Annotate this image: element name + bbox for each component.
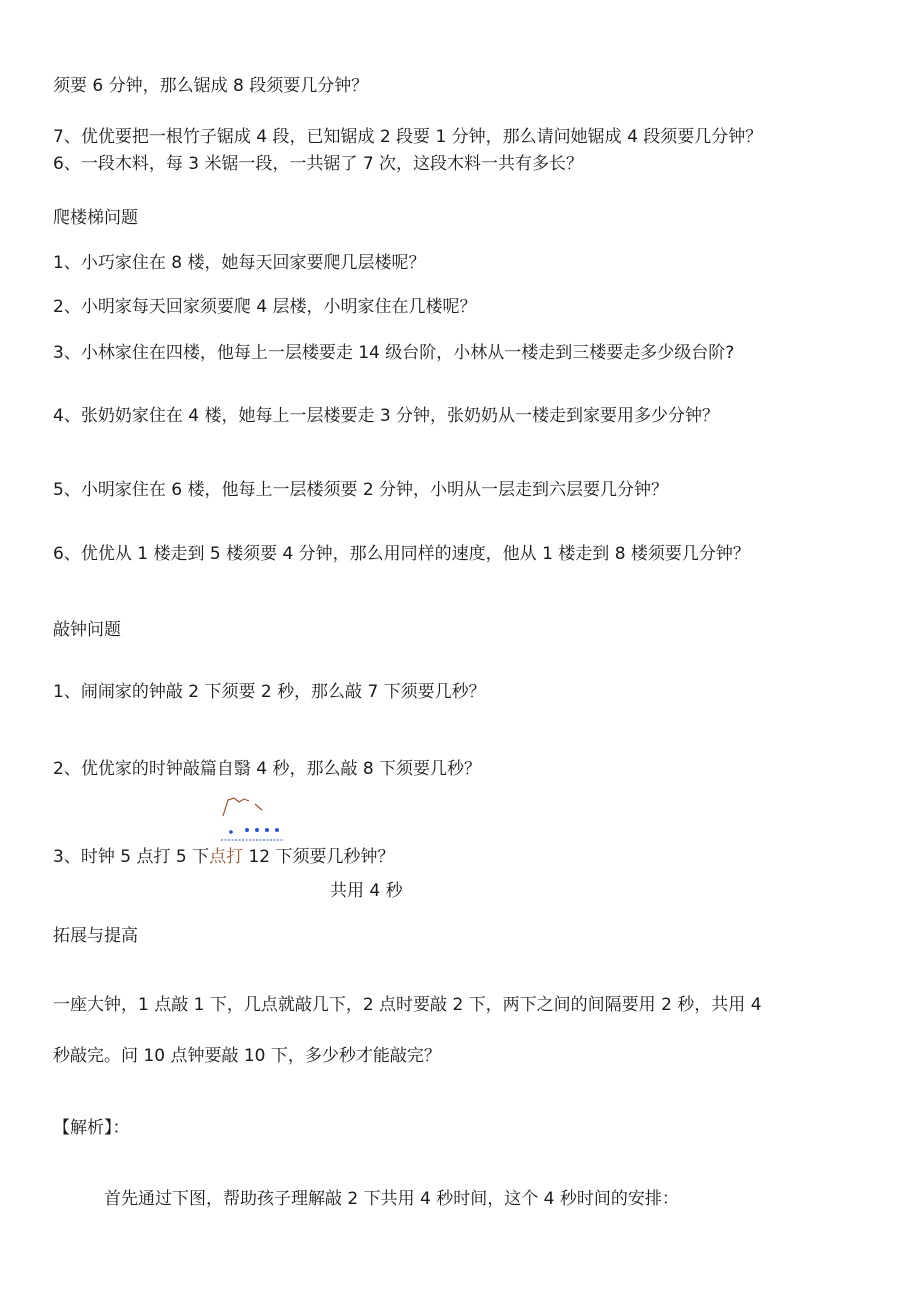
stairs-question-4: 4、张奶奶家住在 4 楼，她每上一层楼要走 3 分钟，张奶奶从一楼走到家要用多少分钟？ bbox=[53, 406, 720, 426]
extend-paragraph-line-1: 一座大钟，1 点敲 1 下，几点就敲几下，2 点时要敲 2 下，两下之间的间隔要用 2 秒，共用 4 bbox=[53, 995, 762, 1015]
extend-paragraph-line-2: 秒敲完。问 10 点钟要敲 10 下，多少秒才能敲完？ bbox=[53, 1046, 441, 1066]
stairs-question-2: 2、小明家每天回家须要爬 4 层楼，小明家住在几楼呢？ bbox=[53, 297, 477, 317]
clock-question-3 bbox=[53, 847, 395, 867]
clock-question-2: 2、优优家的时钟敲篇自翳 4 秒，那么敲 8 下须要几秒？ bbox=[53, 759, 482, 779]
stairs-question-1: 1、小巧家住在 8 楼，她每天回家要爬几层楼呢？ bbox=[53, 253, 426, 273]
section-heading-stairs: 爬楼梯问题 bbox=[53, 208, 138, 228]
analysis-label: 【解析】： bbox=[53, 1118, 130, 1138]
handwritten-annotation-marks bbox=[215, 790, 295, 846]
text-line: 须要 6 分钟，那么锯成 8 段须要几分钟？ bbox=[53, 76, 369, 96]
section-heading-extend: 拓展与提高 bbox=[53, 926, 138, 946]
stairs-question-6: 6、优优从 1 楼走到 5 楼须要 4 分钟，那么用同样的速度，他从 1 楼走到 8 楼须要几分钟？ bbox=[53, 544, 750, 564]
question-7: 7、优优要把一根竹子锯成 4 段，已知锯成 2 段要 1 分钟，那么请问她锯成 4 段须要几分钟？ bbox=[53, 127, 763, 147]
analysis-text: 首先通过下图，帮助孩子理解敲 2 下共用 4 秒时间，这个 4 秒时间的安排： bbox=[104, 1189, 679, 1209]
clock-question-3-annotated: 点打 bbox=[209, 847, 244, 867]
clock-note: 共用 4 秒 bbox=[330, 881, 403, 901]
section-heading-clock: 敲钟问题 bbox=[53, 620, 121, 640]
clock-question-3-start: 3、时钟 5 点打 5 下 bbox=[53, 847, 210, 867]
stairs-question-3: 3、小林家住在四楼，他每上一层楼要走 14 级台阶，小林从一楼走到三楼要走多少级台阶? bbox=[53, 343, 735, 363]
clock-question-1: 1、闹闹家的钟敲 2 下须要 2 秒，那么敲 7 下须要几秒？ bbox=[53, 682, 486, 702]
stairs-question-5: 5、小明家住在 6 楼，他每上一层楼须要 2 分钟，小明从一层走到六层要几分钟？ bbox=[53, 480, 669, 500]
clock-question-3-end: 12 下须要几秒钟？ bbox=[243, 847, 395, 867]
question-6: 6、一段木料，每 3 米锯一段，一共锯了 7 次，这段木料一共有多长？ bbox=[53, 154, 584, 174]
